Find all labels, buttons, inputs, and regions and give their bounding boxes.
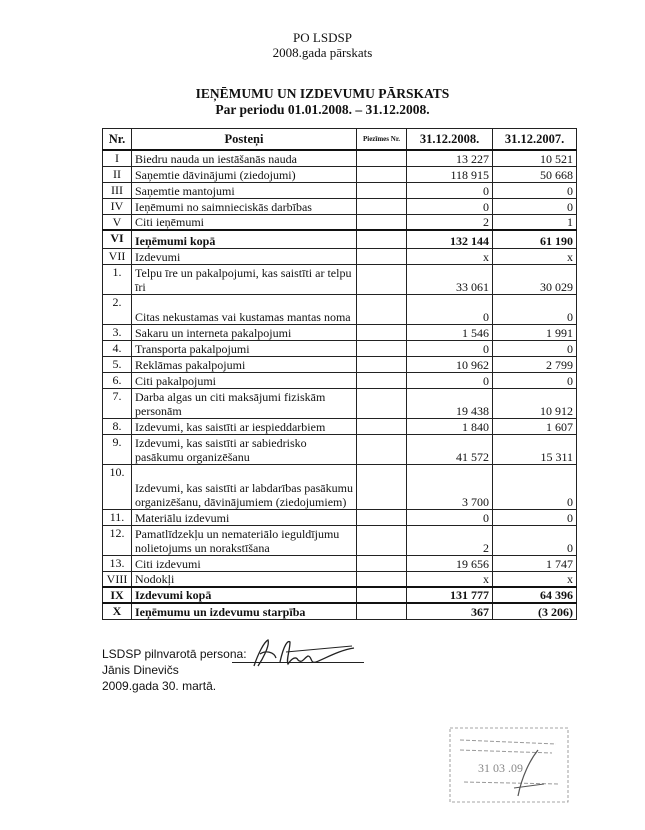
row-value-2007: 1 747 [493, 555, 577, 571]
row-note [357, 264, 407, 294]
row-nr: X [103, 603, 132, 619]
row-nr: 2. [103, 294, 132, 324]
table-row [103, 509, 577, 525]
row-label: Izdevumi [132, 248, 357, 264]
row-label: Ieņēmumu un izdevumu starpība [132, 603, 357, 619]
col-2007: 31.12.2007. [493, 129, 577, 151]
row-note [357, 340, 407, 356]
row-value-2007: 1 991 [493, 324, 577, 340]
row-value-2007: 0 [493, 182, 577, 198]
row-value-2008: 0 [407, 509, 493, 525]
row-value-2007: 2 799 [493, 356, 577, 372]
signature-date: 2009.gada 30. martā. [102, 679, 217, 693]
row-label: Telpu īre un pakalpojumi, kas saistīti ar telpu īri [132, 264, 357, 294]
row-label: Materiālu izdevumi [132, 509, 357, 525]
row-value-2008: 367 [407, 603, 493, 619]
row-label: Ieņēmumi no saimnieciskās darbības [132, 198, 357, 214]
row-nr: VI [103, 230, 132, 248]
row-value-2007: 0 [493, 198, 577, 214]
signature-name: Jānis Dinevičs [102, 663, 179, 677]
row-note [357, 464, 407, 509]
row-value-2008: 33 061 [407, 264, 493, 294]
row-nr: II [103, 166, 132, 182]
row-value-2007: x [493, 571, 577, 587]
row-label: Citi ieņēmumi [132, 214, 357, 230]
row-value-2008: 3 700 [407, 464, 493, 509]
row-nr: 10. [103, 464, 132, 509]
row-value-2007: 10 521 [493, 150, 577, 166]
row-label: Izdevumi kopā [132, 587, 357, 603]
row-value-2007: 0 [493, 372, 577, 388]
row-value-2008: 0 [407, 198, 493, 214]
row-note [357, 324, 407, 340]
row-value-2007: 10 912 [493, 388, 577, 418]
row-value-2007: 50 668 [493, 166, 577, 182]
table-row [103, 388, 577, 418]
row-value-2007: (3 206) [493, 603, 577, 619]
table-row [103, 324, 577, 340]
table-row [103, 464, 577, 509]
col-piezimes: Piezīmes Nr. [357, 129, 407, 151]
row-value-2008: 131 777 [407, 587, 493, 603]
row-nr: I [103, 150, 132, 166]
table-row [103, 198, 577, 214]
row-value-2007: 0 [493, 509, 577, 525]
table-row [103, 525, 577, 555]
report-title: IEŅĒMUMU UN IZDEVUMU PĀRSKATS [195, 86, 450, 101]
row-label: Darba algas un citi maksājumi fiziskām personām [132, 388, 357, 418]
row-value-2008: x [407, 248, 493, 264]
row-nr: III [103, 182, 132, 198]
row-value-2007: 61 190 [493, 230, 577, 248]
row-value-2007: 30 029 [493, 264, 577, 294]
row-note [357, 294, 407, 324]
col-posteni: Posteņi [132, 129, 357, 151]
row-value-2008: x [407, 571, 493, 587]
row-value-2008: 118 915 [407, 166, 493, 182]
row-note [357, 418, 407, 434]
row-note [357, 198, 407, 214]
row-value-2008: 1 546 [407, 324, 493, 340]
row-nr: 7. [103, 388, 132, 418]
row-value-2008: 1 840 [407, 418, 493, 434]
row-nr: 5. [103, 356, 132, 372]
registration-stamp [448, 726, 570, 804]
row-label: Transporta pakalpojumi [132, 340, 357, 356]
table-header-row [103, 129, 577, 151]
row-note [357, 230, 407, 248]
row-value-2008: 10 962 [407, 356, 493, 372]
row-label: Ieņēmumi kopā [132, 230, 357, 248]
row-note [357, 571, 407, 587]
row-nr: 6. [103, 372, 132, 388]
svg-text:31 03 .09: 31 03 .09 [478, 761, 523, 775]
row-value-2007: 0 [493, 294, 577, 324]
row-note [357, 372, 407, 388]
table-row [103, 166, 577, 182]
row-value-2008: 0 [407, 340, 493, 356]
row-nr: 9. [103, 434, 132, 464]
row-label: Sakaru un interneta pakalpojumi [132, 324, 357, 340]
table-row [103, 150, 577, 166]
row-label: Biedru nauda un iestāšanās nauda [132, 150, 357, 166]
row-value-2007: 1 607 [493, 418, 577, 434]
table-row [103, 248, 577, 264]
row-value-2008: 0 [407, 372, 493, 388]
row-value-2008: 41 572 [407, 434, 493, 464]
row-label: Nodokļi [132, 571, 357, 587]
row-value-2008: 132 144 [407, 230, 493, 248]
table-row [103, 264, 577, 294]
row-nr: VIII [103, 571, 132, 587]
row-note [357, 509, 407, 525]
row-nr: 3. [103, 324, 132, 340]
row-label: Citas nekustamas vai kustamas mantas noma [132, 294, 357, 324]
row-note [357, 214, 407, 230]
table-row [103, 214, 577, 230]
row-note [357, 388, 407, 418]
row-note [357, 525, 407, 555]
row-value-2008: 2 [407, 214, 493, 230]
row-value-2007: x [493, 248, 577, 264]
row-value-2008: 19 656 [407, 555, 493, 571]
table-row [103, 418, 577, 434]
table-row [103, 555, 577, 571]
report-period: Par periodu 01.01.2008. – 31.12.2008. [215, 102, 430, 117]
row-value-2007: 64 396 [493, 587, 577, 603]
header-subtitle: 2008.gada pārskats [272, 45, 373, 60]
row-value-2007: 15 311 [493, 434, 577, 464]
table-row [103, 340, 577, 356]
row-label: Reklāmas pakalpojumi [132, 356, 357, 372]
signature-role: LSDSP pilnvarotā persona: [102, 647, 247, 661]
header-org: PO LSDSP [293, 30, 352, 45]
row-nr: 11. [103, 509, 132, 525]
row-nr: V [103, 214, 132, 230]
row-label: Izdevumi, kas saistīti ar labdarības pasākumu organizēšanu, dāvinājumiem (ziedojumiem) [132, 464, 357, 509]
table-row [103, 294, 577, 324]
row-note [357, 182, 407, 198]
table-row [103, 372, 577, 388]
row-nr: VII [103, 248, 132, 264]
row-note [357, 603, 407, 619]
row-note [357, 587, 407, 603]
row-note [357, 356, 407, 372]
table-row [103, 356, 577, 372]
row-note [357, 150, 407, 166]
row-nr: 8. [103, 418, 132, 434]
row-note [357, 434, 407, 464]
row-label: Citi pakalpojumi [132, 372, 357, 388]
row-value-2007: 1 [493, 214, 577, 230]
row-nr: IV [103, 198, 132, 214]
table-row [103, 182, 577, 198]
table-row [103, 571, 577, 587]
signature-block [102, 646, 247, 694]
row-nr: IX [103, 587, 132, 603]
row-nr: 12. [103, 525, 132, 555]
table-row [103, 230, 577, 248]
table-row [103, 434, 577, 464]
report-table [102, 128, 577, 620]
table-row [103, 587, 577, 603]
row-note [357, 166, 407, 182]
row-value-2008: 2 [407, 525, 493, 555]
row-value-2007: 0 [493, 464, 577, 509]
handwritten-signature [246, 636, 366, 670]
row-label: Saņemtie mantojumi [132, 182, 357, 198]
table-row [103, 603, 577, 619]
row-label: Izdevumi, kas saistīti ar sabiedrisko pasākumu organizēšanu [132, 434, 357, 464]
row-note [357, 555, 407, 571]
row-value-2007: 0 [493, 340, 577, 356]
col-nr: Nr. [103, 129, 132, 151]
row-value-2008: 13 227 [407, 150, 493, 166]
row-value-2007: 0 [493, 525, 577, 555]
row-value-2008: 0 [407, 294, 493, 324]
col-2008: 31.12.2008. [407, 129, 493, 151]
row-note [357, 248, 407, 264]
row-label: Citi izdevumi [132, 555, 357, 571]
row-label: Saņemtie dāvinājumi (ziedojumi) [132, 166, 357, 182]
row-value-2008: 19 438 [407, 388, 493, 418]
row-nr: 13. [103, 555, 132, 571]
row-nr: 4. [103, 340, 132, 356]
row-value-2008: 0 [407, 182, 493, 198]
row-nr: 1. [103, 264, 132, 294]
row-label: Pamatlīdzekļu un nemateriālo ieguldījumu nolietojums un norakstīšana [132, 525, 357, 555]
row-label: Izdevumi, kas saistīti ar iespieddarbiem [132, 418, 357, 434]
